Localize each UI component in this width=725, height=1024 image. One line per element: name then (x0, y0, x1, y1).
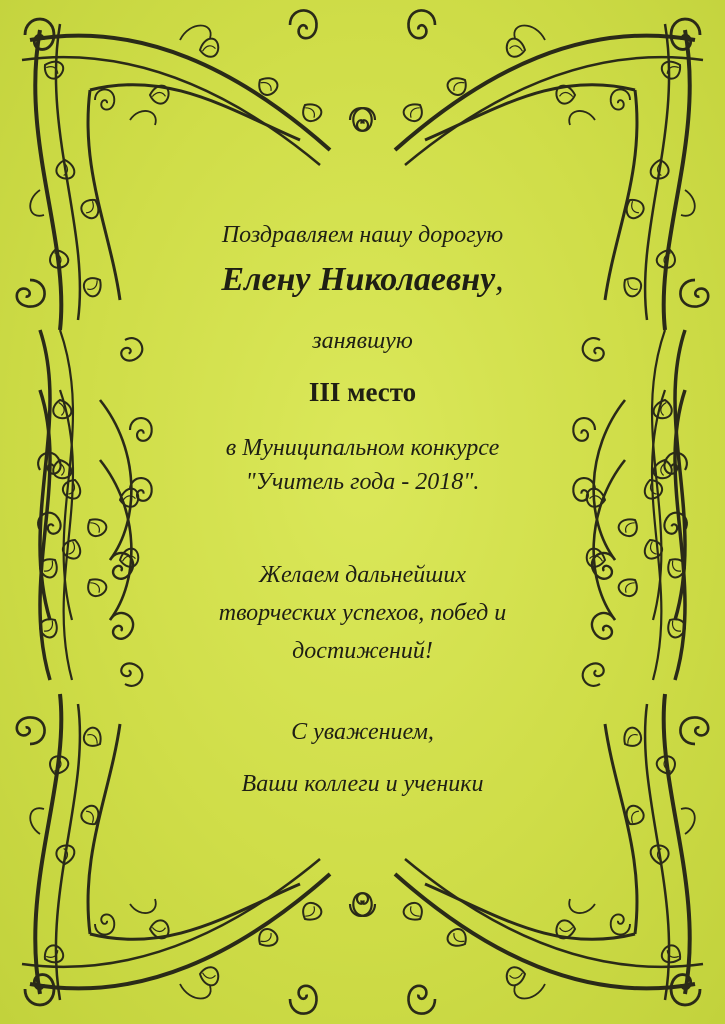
place-awarded: III место (308, 377, 417, 407)
signature-line: Ваши коллеги и ученики (241, 771, 484, 797)
wishes-line-3: достижений! (292, 638, 433, 664)
wishes-line-1: Желаем дальнейших (258, 562, 467, 588)
recipient-name: Елену Николаевну (221, 261, 496, 298)
wishes-line-2: творческих успехов, побед и (218, 600, 507, 626)
greeting-line: Поздравляем нашу дорогую (221, 222, 504, 248)
achievement-intro: занявшую (312, 328, 413, 354)
recipient-suffix: , (495, 261, 504, 298)
recipient-name-line (150, 260, 575, 300)
closing-line: С уважением, (291, 719, 434, 745)
contest-line-1: в Муниципальном конкурсе (225, 435, 500, 461)
certificate-text (150, 220, 575, 799)
contest-line-2: "Учитель года - 2018". (245, 469, 480, 495)
